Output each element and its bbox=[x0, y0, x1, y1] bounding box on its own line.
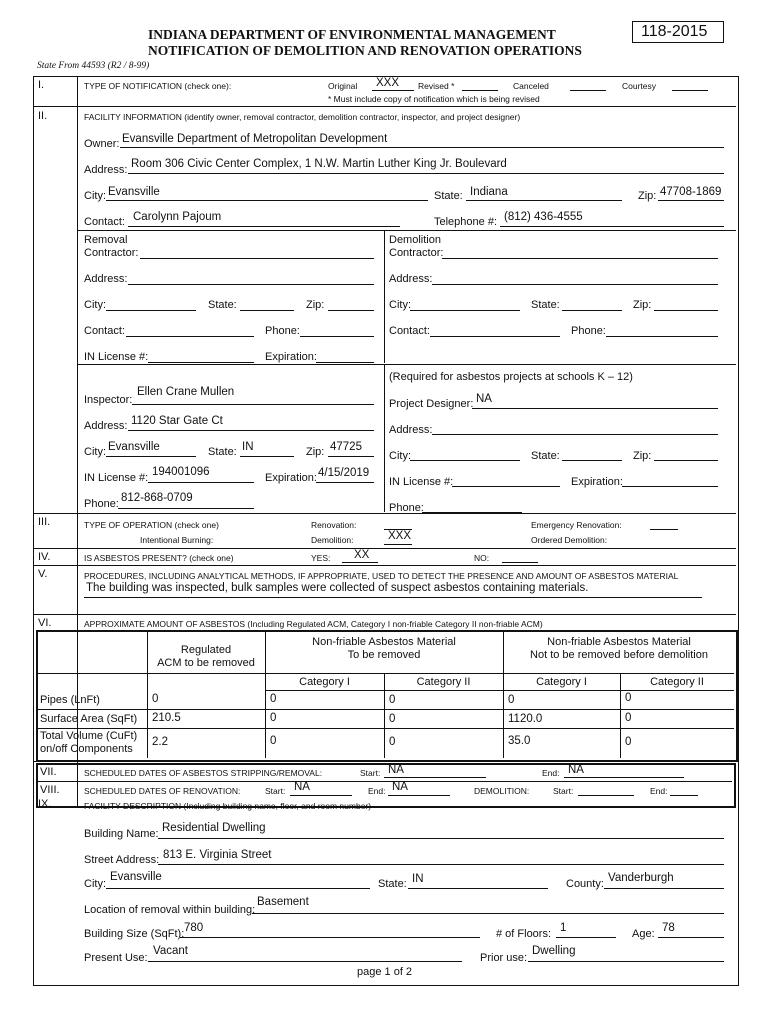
table-cell[interactable]: 2.2 bbox=[152, 736, 168, 748]
removal-start-line bbox=[384, 777, 486, 778]
subheader-category-1: Category I bbox=[536, 676, 587, 688]
yes-check[interactable]: XX bbox=[354, 549, 370, 561]
city-label: City: bbox=[84, 190, 106, 202]
telephone-label: Telephone #: bbox=[434, 216, 497, 228]
county-line bbox=[604, 888, 724, 889]
owner-field[interactable]: Evansville Department of Metropolitan Development bbox=[122, 133, 388, 145]
inspector-city-line bbox=[106, 456, 196, 457]
renovation-start-line bbox=[290, 795, 352, 796]
building-size-line bbox=[180, 937, 480, 938]
present-use-label: Present Use: bbox=[84, 952, 148, 964]
subheader-category-2: Category II bbox=[650, 676, 704, 688]
location-line bbox=[252, 913, 724, 914]
procedures-field[interactable]: The building was inspected, bulk samples were collected of suspect asbestos containing materials. bbox=[86, 582, 589, 594]
removal-license-line[interactable] bbox=[148, 362, 254, 363]
present-use-field[interactable]: Vacant bbox=[153, 945, 188, 957]
removal-contact-label: Contact: bbox=[84, 325, 125, 337]
demolition-end-line[interactable] bbox=[670, 795, 698, 796]
building-size-field[interactable]: 780 bbox=[184, 922, 204, 934]
removal-end-label: End: bbox=[542, 768, 560, 778]
divider bbox=[38, 781, 732, 782]
removal-contractor-label: Removal bbox=[84, 234, 128, 246]
canceled-label: Canceled bbox=[513, 81, 549, 91]
divider bbox=[34, 106, 736, 107]
removal-start-field[interactable]: NA bbox=[388, 764, 404, 776]
designer-zip-line[interactable] bbox=[654, 460, 718, 461]
col-header-nf-not-removed: Not to be removed before demolition bbox=[530, 649, 708, 661]
project-designer-field[interactable]: NA bbox=[476, 393, 492, 405]
removal-contractor-label: Contractor: bbox=[84, 247, 139, 259]
removal-phone-label: Phone: bbox=[265, 325, 300, 337]
inspector-phone-line bbox=[118, 508, 254, 509]
facility-city-field[interactable]: Evansville bbox=[110, 871, 162, 883]
inspector-state-line bbox=[240, 456, 294, 457]
prior-use-label: Prior use: bbox=[480, 952, 528, 964]
removal-phone-line[interactable] bbox=[300, 336, 374, 337]
inspector-expiration-line bbox=[316, 482, 374, 483]
divider bbox=[78, 230, 736, 231]
removal-city-line[interactable] bbox=[106, 310, 196, 311]
row-label: on/off Components bbox=[40, 743, 133, 755]
removal-address-line[interactable] bbox=[128, 284, 374, 285]
building-name-line bbox=[158, 838, 724, 839]
zip-field[interactable]: 47708-1869 bbox=[660, 186, 722, 198]
table-cell[interactable]: 0 bbox=[508, 694, 515, 706]
owner-line bbox=[120, 147, 724, 148]
divider bbox=[34, 548, 736, 549]
floors-label: # of Floors: bbox=[496, 928, 552, 940]
original-line bbox=[372, 90, 414, 91]
location-field[interactable]: Basement bbox=[257, 896, 309, 908]
demolition-contractor-line[interactable] bbox=[442, 258, 718, 259]
divider bbox=[78, 364, 736, 365]
designer-expiration-label: Expiration: bbox=[571, 476, 623, 488]
inspector-address-field[interactable]: 1120 Star Gate Ct bbox=[131, 415, 223, 427]
no-line[interactable] bbox=[502, 562, 538, 563]
col-header-regulated: ACM to be removed bbox=[157, 657, 255, 669]
section-roman: V. bbox=[38, 568, 48, 580]
building-name-field[interactable]: Residential Dwelling bbox=[162, 822, 266, 834]
building-name-label: Building Name: bbox=[84, 828, 159, 840]
designer-expiration-line[interactable] bbox=[622, 486, 718, 487]
inspector-expiration-label: Expiration: bbox=[265, 472, 317, 484]
state-line bbox=[466, 200, 622, 201]
designer-address-line[interactable] bbox=[432, 434, 718, 435]
divider bbox=[34, 614, 736, 615]
demolition-zip-label: Zip: bbox=[633, 299, 652, 311]
designer-city-label: City: bbox=[389, 450, 411, 462]
divider bbox=[34, 761, 736, 762]
facility-city-label: City: bbox=[84, 878, 106, 890]
removal-zip-label: Zip: bbox=[306, 299, 325, 311]
table-cell[interactable]: 0 bbox=[625, 736, 632, 748]
demolition-check[interactable]: XXX bbox=[388, 530, 412, 542]
removal-address-label: Address: bbox=[84, 273, 128, 285]
removal-state-label: State: bbox=[208, 299, 237, 311]
designer-city-line[interactable] bbox=[410, 460, 520, 461]
floors-field[interactable]: 1 bbox=[560, 922, 567, 934]
table-cell[interactable]: 210.5 bbox=[152, 712, 181, 724]
section-roman: III. bbox=[38, 516, 51, 528]
inspector-zip-label: Zip: bbox=[306, 446, 325, 458]
inspector-state-field[interactable]: IN bbox=[242, 441, 254, 453]
designer-license-line[interactable] bbox=[452, 486, 560, 487]
inspector-license-line bbox=[148, 482, 254, 483]
demolition-contractor-label: Demolition bbox=[389, 234, 441, 246]
removal-start-label: Start: bbox=[360, 768, 381, 778]
project-designer-line bbox=[472, 408, 718, 409]
inspector-city-field[interactable]: Evansville bbox=[108, 441, 160, 453]
building-size-label: Building Size (SqFt): bbox=[84, 928, 185, 940]
inspector-license-label: IN License #: bbox=[84, 472, 149, 484]
age-field[interactable]: 78 bbox=[662, 922, 675, 934]
address-line bbox=[128, 173, 724, 174]
renovation-end-line bbox=[388, 795, 450, 796]
demolition-phone-line[interactable] bbox=[606, 336, 718, 337]
removal-expiration-label: Expiration: bbox=[265, 351, 317, 363]
table-cell[interactable]: 0 bbox=[270, 693, 277, 705]
table-cell[interactable]: 0 bbox=[625, 692, 632, 704]
demolition-end-label: End: bbox=[650, 786, 668, 796]
revised-label: Revised * bbox=[418, 81, 455, 91]
section-label: TYPE OF NOTIFICATION (check one): bbox=[84, 81, 232, 91]
form-title-1: INDIANA DEPARTMENT OF ENVIRONMENTAL MANAGEMENT bbox=[148, 27, 556, 42]
procedures-line bbox=[84, 597, 702, 598]
address-field[interactable]: Room 306 Civic Center Complex, 1 N.W. Martin Luther King Jr. Boulevard bbox=[131, 158, 507, 170]
demolition-start-label: Start: bbox=[553, 786, 574, 796]
subheader-category-1: Category I bbox=[299, 676, 350, 688]
removal-license-label: IN License #: bbox=[84, 351, 149, 363]
form-number: State From 44593 (R2 / 8-99) bbox=[37, 61, 150, 71]
removal-end-line bbox=[564, 777, 684, 778]
section-roman: I. bbox=[38, 79, 45, 91]
col-header-nf-not-removed: Non-friable Asbestos Material bbox=[547, 636, 691, 648]
inspector-zip-field[interactable]: 47725 bbox=[330, 441, 362, 453]
original-check[interactable]: XXX bbox=[376, 77, 400, 89]
county-label: County: bbox=[566, 878, 604, 890]
facility-state-line bbox=[408, 888, 548, 889]
section-label: SCHEDULED DATES OF RENOVATION: bbox=[84, 786, 241, 796]
courtesy-line[interactable] bbox=[672, 90, 708, 91]
emergency-renovation-label: Emergency Renovation: bbox=[531, 520, 622, 530]
demolition-line bbox=[384, 544, 412, 545]
original-label: Original bbox=[328, 81, 358, 91]
renovation-label: Renovation: bbox=[311, 520, 357, 530]
row-label: Total Volume (CuFt) bbox=[40, 730, 138, 742]
location-label: Location of removal within building: bbox=[84, 904, 256, 916]
county-field[interactable]: Vanderburgh bbox=[608, 872, 674, 884]
section-label: FACILITY DESCRIPTION (Including building name, floor, and room number) bbox=[84, 801, 372, 811]
ordered-demolition-label: Ordered Demolition: bbox=[531, 535, 608, 545]
removal-city-label: City: bbox=[84, 299, 106, 311]
section-label: SCHEDULED DATES OF ASBESTOS STRIPPING/REMOVAL: bbox=[84, 768, 323, 778]
subheader-category-2: Category II bbox=[416, 676, 471, 688]
inspector-expiration-field[interactable]: 4/15/2019 bbox=[318, 467, 370, 479]
removal-contact-line[interactable] bbox=[126, 336, 254, 337]
section-roman: II. bbox=[38, 110, 48, 122]
row-label: Surface Area (SqFt) bbox=[40, 713, 138, 725]
demolition-contractor-label: Contractor: bbox=[389, 247, 444, 259]
row-label: Pipes (LnFt) bbox=[40, 694, 100, 706]
prior-use-line bbox=[528, 961, 724, 962]
demolition-address-line[interactable] bbox=[432, 284, 718, 285]
city-field[interactable]: Evansville bbox=[108, 186, 160, 198]
inspector-label: Inspector: bbox=[84, 394, 133, 406]
table-cell[interactable]: 0 bbox=[270, 735, 277, 747]
removal-expiration-line[interactable] bbox=[316, 362, 374, 363]
floors-line bbox=[556, 937, 616, 938]
present-use-line bbox=[148, 961, 462, 962]
renovation-end-label: End: bbox=[368, 786, 386, 796]
facility-city-line bbox=[106, 888, 370, 889]
table-cell[interactable]: 0 bbox=[270, 712, 277, 724]
zip-label: Zip: bbox=[638, 190, 657, 202]
schools-note: (Required for asbestos projects at schools K – 12) bbox=[389, 371, 633, 383]
divider bbox=[34, 513, 736, 514]
street-address-field[interactable]: 813 E. Virginia Street bbox=[163, 849, 272, 861]
intentional-burning-label: Intentional Burning: bbox=[140, 535, 214, 545]
designer-zip-label: Zip: bbox=[633, 450, 652, 462]
demolition-zip-line[interactable] bbox=[654, 310, 718, 311]
demolition-contact-line[interactable] bbox=[430, 336, 560, 337]
contractor-divider bbox=[384, 230, 385, 363]
section-label: IS ASBESTOS PRESENT? (check one) bbox=[84, 553, 234, 563]
inspector-phone-field[interactable]: 812-868-0709 bbox=[121, 492, 193, 504]
age-line bbox=[658, 937, 724, 938]
doc-id: 118-2015 bbox=[641, 23, 708, 40]
section-label: FACILITY INFORMATION (identify owner, removal contractor, demolition contractor, inspector, and project designer) bbox=[84, 112, 521, 122]
col-header-nf-removed: To be removed bbox=[347, 649, 421, 661]
removal-contractor-line[interactable] bbox=[140, 258, 374, 259]
renovation-start-label: Start: bbox=[265, 786, 286, 796]
revised-line[interactable] bbox=[462, 90, 498, 91]
address-label: Address: bbox=[84, 164, 128, 176]
designer-license-label: IN License #: bbox=[389, 476, 454, 488]
inspector-line bbox=[132, 404, 374, 405]
owner-label: Owner: bbox=[84, 138, 120, 150]
col-header-nf-removed: Non-friable Asbestos Material bbox=[312, 636, 456, 648]
telephone-field[interactable]: (812) 436-4555 bbox=[504, 211, 583, 223]
telephone-line bbox=[500, 226, 724, 227]
section-roman: IX. bbox=[38, 798, 52, 810]
demolition-start-line[interactable] bbox=[578, 795, 634, 796]
removal-end-field[interactable]: NA bbox=[568, 764, 584, 776]
inspector-license-field[interactable]: 194001096 bbox=[152, 466, 210, 478]
renovation-end-field[interactable]: NA bbox=[392, 781, 408, 793]
divider bbox=[34, 565, 736, 566]
street-address-line bbox=[158, 864, 724, 865]
section-roman: VI. bbox=[38, 617, 52, 629]
revised-note: * Must include copy of notification which is being revised bbox=[328, 94, 540, 104]
section-label: PROCEDURES, INCLUDING ANALYTICAL METHODS, IF APPROPRIATE, USED TO DETECT THE PRESENCE AND AMOUNT OF ASBESTOS MATERIAL bbox=[84, 571, 679, 581]
city-line bbox=[106, 200, 428, 201]
street-address-label: Street Address: bbox=[84, 854, 160, 866]
canceled-line[interactable] bbox=[570, 90, 606, 91]
table-cell[interactable]: 0 bbox=[389, 713, 396, 725]
demolition-label: Demolition: bbox=[311, 535, 354, 545]
demolition-state-line[interactable] bbox=[562, 310, 622, 311]
removal-zip-line[interactable] bbox=[328, 310, 374, 311]
table-line bbox=[38, 709, 734, 710]
contact-line bbox=[128, 226, 400, 227]
designer-address-label: Address: bbox=[389, 424, 433, 436]
page-number: page 1 of 2 bbox=[357, 966, 413, 978]
table-cell[interactable]: 0 bbox=[389, 694, 396, 706]
demolition-city-label: City: bbox=[389, 299, 411, 311]
doc-id-box bbox=[632, 21, 724, 43]
demolition-dates-label: DEMOLITION: bbox=[474, 786, 530, 796]
inspector-divider bbox=[384, 364, 385, 512]
facility-state-label: State: bbox=[378, 878, 407, 890]
inspector-field[interactable]: Ellen Crane Mullen bbox=[137, 386, 235, 398]
table-line bbox=[38, 673, 734, 674]
designer-phone-label: Phone: bbox=[389, 502, 424, 514]
yes-label: YES: bbox=[311, 553, 331, 563]
form-title-2: NOTIFICATION OF DEMOLITION AND RENOVATION OPERATIONS bbox=[148, 43, 582, 58]
state-field[interactable]: Indiana bbox=[470, 186, 508, 198]
state-label: State: bbox=[434, 190, 463, 202]
inspector-address-label: Address: bbox=[84, 420, 128, 432]
removal-state-line[interactable] bbox=[240, 310, 294, 311]
designer-state-line[interactable] bbox=[562, 460, 622, 461]
prior-use-field[interactable]: Dwelling bbox=[532, 945, 576, 957]
section-label: APPROXIMATE AMOUNT OF ASBESTOS (Including Regulated ACM, Category I non-friable Category II non-friable ACM) bbox=[84, 619, 543, 629]
table-cell[interactable]: 35.0 bbox=[508, 735, 531, 747]
yes-line bbox=[342, 562, 378, 563]
demolition-contact-label: Contact: bbox=[389, 325, 430, 337]
inspector-zip-line bbox=[328, 456, 374, 457]
inspector-state-label: State: bbox=[208, 446, 237, 458]
inspector-phone-label: Phone: bbox=[84, 498, 119, 510]
courtesy-label: Courtesy bbox=[622, 81, 657, 91]
table-line bbox=[38, 728, 734, 729]
project-designer-label: Project Designer: bbox=[389, 398, 474, 410]
inspector-city-label: City: bbox=[84, 446, 106, 458]
demolition-state-label: State: bbox=[531, 299, 560, 311]
renovation-start-field[interactable]: NA bbox=[294, 781, 310, 793]
table-cell[interactable]: 0 bbox=[152, 693, 159, 705]
col-header-regulated: Regulated bbox=[180, 644, 232, 656]
section-roman: IV. bbox=[38, 551, 51, 563]
zip-line bbox=[658, 200, 724, 201]
section-roman: VII. bbox=[40, 766, 57, 778]
table-cell[interactable]: 0 bbox=[625, 712, 632, 724]
age-label: Age: bbox=[632, 928, 655, 940]
contact-label: Contact: bbox=[84, 216, 125, 228]
facility-state-field[interactable]: IN bbox=[412, 873, 424, 885]
inspector-address-line bbox=[128, 430, 374, 431]
designer-state-label: State: bbox=[531, 450, 560, 462]
demolition-phone-label: Phone: bbox=[571, 325, 606, 337]
section-label: TYPE OF OPERATION (check one) bbox=[84, 520, 219, 530]
table-line bbox=[265, 690, 734, 691]
demolition-address-label: Address: bbox=[389, 273, 433, 285]
section-roman: VIII. bbox=[40, 784, 60, 796]
contact-field[interactable]: Carolynn Pajoum bbox=[133, 211, 222, 223]
demolition-city-line[interactable] bbox=[410, 310, 520, 311]
emergency-renovation-line[interactable] bbox=[650, 529, 678, 530]
no-label: NO: bbox=[474, 553, 490, 563]
table-cell[interactable]: 1120.0 bbox=[508, 713, 543, 725]
table-cell[interactable]: 0 bbox=[389, 736, 396, 748]
